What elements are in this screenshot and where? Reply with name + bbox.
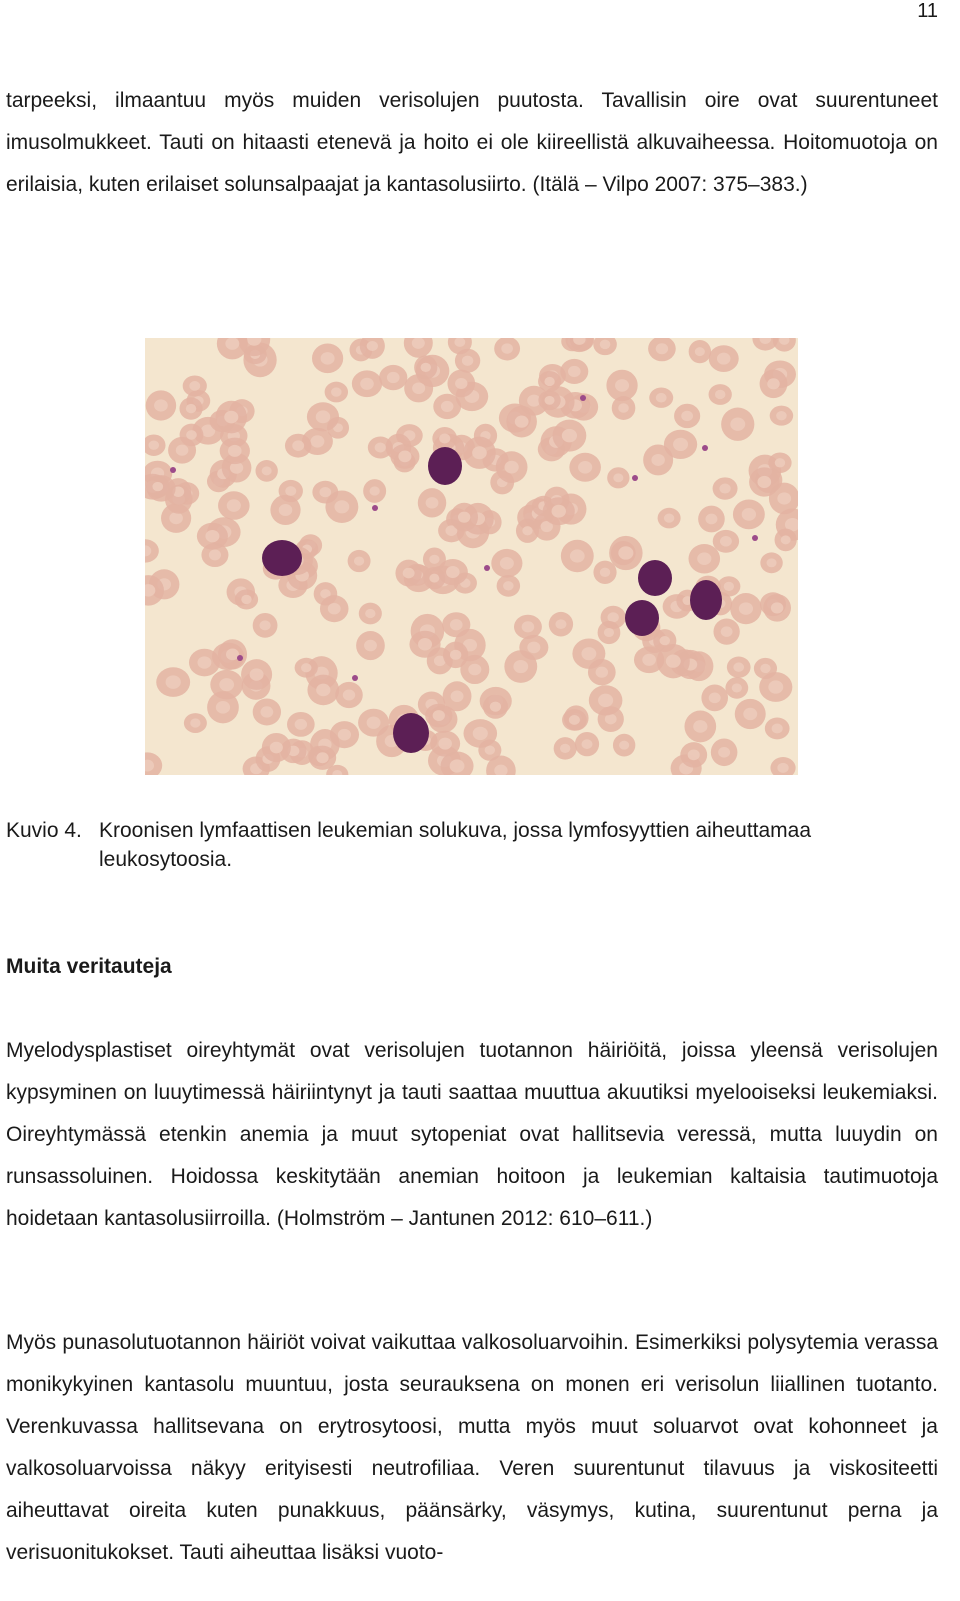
red-blood-cell: [180, 424, 204, 447]
platelet: [372, 505, 378, 511]
red-blood-cell: [430, 731, 460, 757]
platelet: [632, 475, 638, 481]
red-blood-cell: [763, 594, 791, 622]
red-blood-cell: [760, 552, 782, 573]
red-blood-cell: [607, 467, 629, 488]
red-blood-cell: [491, 549, 522, 578]
red-blood-cell: [359, 603, 382, 625]
red-blood-cell: [765, 717, 790, 739]
red-blood-cell: [443, 642, 468, 668]
red-blood-cell: [713, 619, 739, 645]
red-blood-cell: [613, 734, 635, 757]
red-blood-cell: [414, 355, 437, 379]
caption-line-1: Kroonisen lymfaattisen leukemian solukuva, jossa lymfosyyttien aiheuttamaa: [99, 819, 812, 842]
platelet: [352, 675, 358, 681]
red-blood-cell: [447, 370, 475, 398]
red-blood-cell: [216, 401, 247, 434]
red-blood-cell: [506, 406, 537, 438]
red-blood-cell: [358, 709, 389, 737]
paragraph-myelodysplastic: Myelodysplastiset oireyhtymät ovat verisolujen tuotannon häiriöitä, joissa yleensä verisolujen kypsyminen on luuytimessä häiriintynyt ja tauti saattaa muuttua akuutiksi myelooiseksi leukemiaksi. Oireyhtymässä etenkin anemia ja muut sytopeniat ovat hallitsevia veressä, mutta luuydin on runsassoluinen. Hoidossa keskitytään anemian hoitoon ja leukemian kaltaisia tautimuotoja hoidetaan kantasolusiirroilla. (Holmström – Jantunen 2012: 610–611.): [6, 1039, 938, 1230]
red-blood-cell: [368, 437, 393, 459]
red-blood-cell: [295, 658, 318, 678]
red-blood-cell: [684, 711, 716, 743]
red-blood-cell: [514, 615, 542, 639]
red-blood-cell: [701, 684, 728, 711]
red-blood-cell: [749, 467, 779, 496]
red-blood-cell: [253, 613, 278, 638]
red-blood-cell: [253, 698, 281, 725]
red-blood-cell: [325, 382, 348, 403]
red-blood-cell: [725, 677, 748, 699]
red-blood-cell: [390, 444, 419, 469]
lymphocyte: [625, 600, 659, 636]
red-blood-cell: [443, 681, 472, 711]
figure-label: Kuvio 4.: [6, 819, 82, 842]
lymphocyte: [428, 447, 462, 485]
paragraph-polycythemia: Myös punasolutuotannon häiriöt voivat vaikuttaa valkosoluarvoihin. Esimerkiksi polysytemia verassa monikykyinen kantasolu muuntuu, josta seurauksena on monen eri verisolun liiallinen tuotanto. Verenkuvassa hallitsevana on erytrosytoosi, mutta myös muut soluarvot ovat kohonneet ja valkosoluarvoissa näkyy erityisesti neutrofiliaa. Veren suurentunut tilavuus ja viskositeetti aiheuttavat oireita kuten punakkuus, päänsärky, väsymys, kutina, suurentunut perna ja verisuonitukokset. Tauti aiheuttaa lisäksi vuoto-: [6, 1331, 938, 1564]
red-blood-cell: [207, 691, 239, 723]
red-blood-cell: [285, 434, 311, 458]
red-blood-cell: [348, 550, 371, 572]
red-blood-cell: [395, 560, 421, 587]
red-blood-cell: [235, 589, 258, 609]
red-blood-cell: [606, 370, 637, 401]
red-blood-cell: [711, 738, 738, 766]
red-blood-cell: [569, 453, 601, 482]
platelet: [702, 445, 708, 451]
paragraph-intro: tarpeeksi, ilmaantuu myös muiden verisolujen puutosta. Tavallisin oire ovat suurentuneet imusolmukkeet. Tauti on hitaasti etenevä ja hoito ei ole kiireellistä alkuvaiheessa. Hoitomuotoja on erilaisia, kuten erilaiset solunsalpaajat ja kantasolusiirto. (Itälä – Vilpo 2007: 375–383.): [6, 89, 938, 196]
red-blood-cell: [442, 612, 470, 637]
red-blood-cell: [156, 667, 190, 697]
red-blood-cell: [760, 370, 788, 399]
red-blood-cell: [450, 503, 478, 532]
red-blood-cell: [721, 408, 754, 441]
red-blood-cell: [220, 438, 250, 464]
red-blood-cell: [552, 420, 586, 452]
red-blood-cell: [561, 540, 594, 572]
section-heading: Muita veritauteja: [6, 955, 172, 978]
red-blood-cell: [698, 506, 725, 533]
red-blood-cell: [730, 593, 761, 624]
red-blood-cell: [770, 406, 793, 426]
red-blood-cell: [309, 746, 336, 770]
platelet: [237, 655, 243, 661]
blood-smear-image: [145, 338, 798, 775]
red-blood-cell: [689, 340, 711, 363]
red-blood-cell: [727, 657, 751, 678]
platelet: [484, 565, 490, 571]
red-blood-cell: [287, 712, 315, 737]
red-blood-cell: [519, 635, 548, 660]
red-blood-cell: [598, 621, 621, 644]
red-blood-cell: [241, 659, 272, 690]
red-blood-cell: [709, 384, 732, 405]
caption-line-2: leukosytoosia.: [99, 848, 233, 871]
red-blood-cell: [146, 475, 170, 498]
figure-caption: [6, 816, 946, 874]
red-blood-cell: [197, 523, 228, 550]
red-blood-cell: [689, 544, 721, 573]
red-blood-cell: [713, 477, 738, 499]
platelet: [170, 467, 176, 473]
red-blood-cell: [179, 397, 202, 419]
page-number: 11: [917, 0, 938, 22]
red-blood-cell: [496, 451, 528, 483]
red-blood-cell: [554, 737, 577, 760]
red-blood-cell: [438, 559, 468, 585]
lymphocyte: [638, 560, 672, 596]
red-blood-cell: [335, 682, 363, 708]
red-blood-cell: [483, 695, 508, 719]
red-blood-cell: [538, 390, 560, 410]
red-blood-cell: [325, 491, 358, 523]
red-blood-cell: [543, 497, 575, 525]
red-blood-cell: [733, 499, 765, 529]
red-blood-cell: [497, 575, 520, 597]
red-blood-cell: [279, 480, 303, 502]
red-blood-cell: [363, 479, 386, 503]
red-blood-cell: [418, 488, 446, 517]
red-blood-cell: [189, 649, 220, 677]
red-blood-cell: [146, 390, 176, 420]
red-blood-cell: [754, 658, 777, 679]
red-blood-cell: [588, 659, 616, 685]
red-blood-cell: [379, 365, 407, 390]
red-blood-cell: [593, 561, 616, 584]
red-blood-cell: [735, 699, 766, 729]
red-blood-cell: [307, 402, 339, 431]
red-blood-cell: [218, 639, 247, 669]
red-blood-cell: [649, 388, 673, 408]
lymphocyte: [393, 713, 429, 753]
red-blood-cell: [658, 508, 681, 529]
red-blood-cell: [680, 742, 707, 768]
red-blood-cell: [184, 713, 207, 733]
red-blood-cell: [262, 733, 291, 762]
red-blood-cell: [432, 427, 457, 450]
red-blood-cell: [609, 536, 642, 570]
red-blood-cell: [713, 530, 739, 553]
red-blood-cell: [356, 631, 385, 660]
red-blood-cell: [255, 460, 277, 482]
red-blood-cell: [307, 675, 339, 706]
red-blood-cell: [463, 719, 497, 748]
red-blood-cell: [463, 437, 496, 469]
red-blood-cell: [775, 529, 797, 552]
red-blood-cell: [312, 344, 343, 374]
red-blood-cell: [562, 709, 587, 731]
blood-smear-figure: [145, 338, 798, 775]
platelet: [752, 535, 758, 541]
red-blood-cell: [657, 644, 690, 678]
red-blood-cell: [664, 430, 697, 459]
red-blood-cell: [409, 631, 440, 658]
red-blood-cell: [352, 370, 382, 397]
red-blood-cell: [709, 345, 739, 372]
red-blood-cell: [549, 612, 573, 637]
lymphocyte: [690, 580, 722, 620]
lymphocyte: [262, 540, 302, 576]
red-blood-cell: [183, 375, 207, 396]
red-blood-cell: [320, 595, 349, 622]
red-blood-cell: [589, 685, 623, 715]
red-blood-cell: [218, 491, 250, 520]
red-blood-cell: [575, 732, 599, 756]
platelet: [580, 395, 586, 401]
red-blood-cell: [674, 404, 700, 428]
